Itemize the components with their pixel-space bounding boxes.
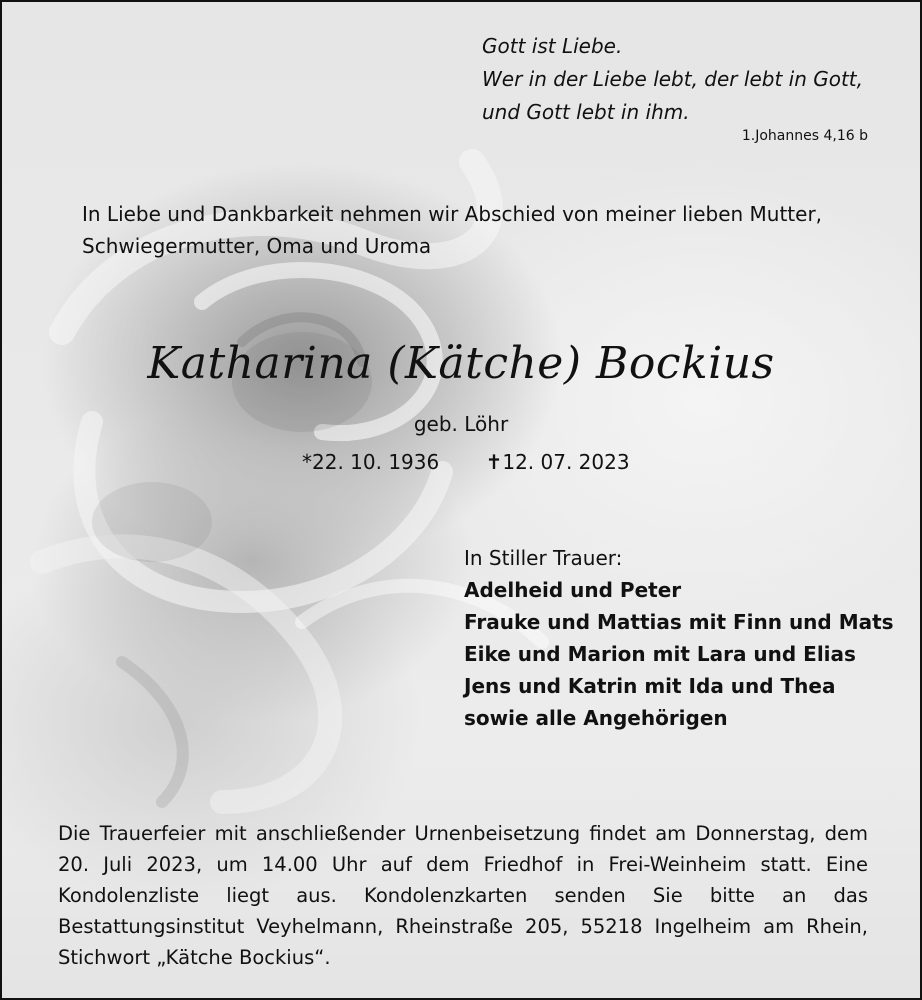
- mourner-family: sowie alle Angehörigen: [464, 706, 728, 730]
- bible-quote: [482, 30, 863, 129]
- quote-line: und Gott lebt in ihm.: [482, 100, 690, 124]
- quote-line: Gott ist Liebe.: [482, 34, 623, 58]
- mourner-family: Frauke und Mattias mit Finn und Mats: [464, 610, 894, 634]
- life-dates: [302, 450, 630, 474]
- mourners-lead: In Stiller Trauer:: [464, 546, 623, 570]
- intro-text: In Liebe und Dankbarkeit nehmen wir Abschied von meiner lieben Mutter, Schwiegermutter, Oma und Uroma: [82, 202, 823, 258]
- mourner-family: Jens und Katrin mit Ida und Thea: [464, 674, 836, 698]
- quote-line: Wer in der Liebe lebt, der lebt in Gott,: [482, 67, 864, 91]
- funeral-details: Die Trauerfeier mit anschließender Urnenbeisetzung findet am Donnerstag, dem 20. Juli 2023, um 14.00 Uhr auf dem Friedhof in Frei-Weinheim statt. Eine Kondolenzliste liegt aus. Kondolenzkarten senden Sie bitte an das Bestattungsinstitut Veyhelmann, Rheinstraße 205, 55218 Ingelheim am Rhein, Stichwort „Kätche Bockius“.: [58, 822, 868, 969]
- mourners-list: [464, 542, 894, 734]
- death-date: ✝12. 07. 2023: [485, 450, 630, 474]
- mourner-family: Eike und Marion mit Lara und Elias: [464, 642, 856, 666]
- mourner-family: Adelheid und Peter: [464, 578, 682, 602]
- deceased-name: Katharina (Kätche) Bockius: [147, 338, 775, 389]
- quote-reference: 1.Johannes 4,16 b: [741, 128, 868, 144]
- birth-name: geb. Löhr: [413, 412, 509, 436]
- birth-date: *22. 10. 1936: [302, 450, 440, 474]
